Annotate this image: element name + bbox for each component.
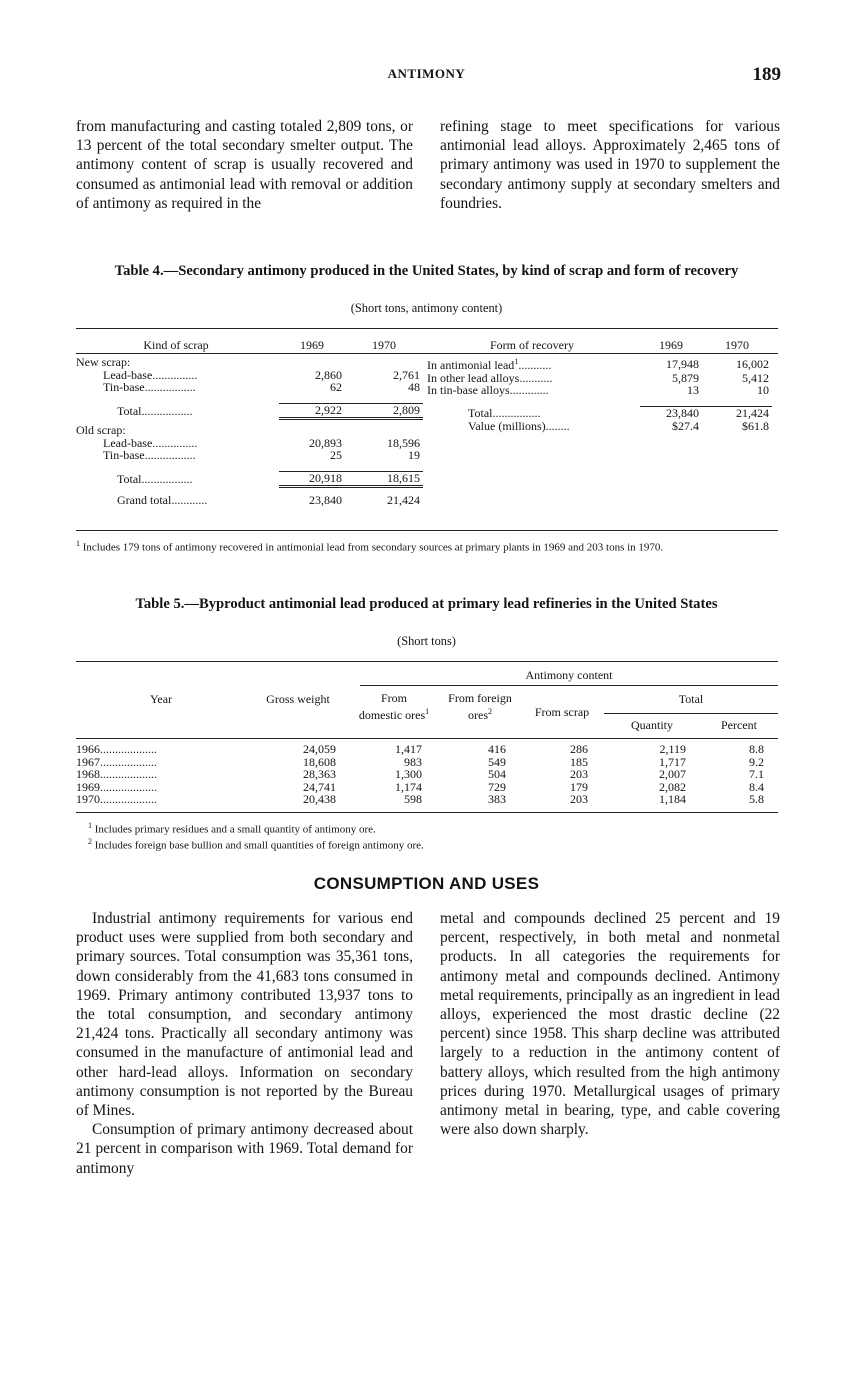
cell-value: 25	[330, 448, 342, 462]
col-from-foreign: From foreign ores$^2$	[448, 691, 512, 722]
col-total: Total	[678, 692, 704, 706]
cell-value: 16,002	[736, 356, 769, 371]
table5-body	[73, 743, 767, 806]
table5-header-rule	[76, 738, 778, 739]
row-label: 1969...................	[76, 779, 157, 794]
table4-right	[424, 334, 772, 432]
row-label: 1968...................	[76, 767, 157, 781]
cell-value: 2,119	[659, 742, 686, 756]
cell-value: 28,363	[303, 767, 336, 781]
cell-value: 5,412	[742, 370, 769, 385]
table-row	[73, 449, 423, 462]
cell-value: 729	[488, 779, 506, 794]
col-kind-of-scrap: Kind of scrap	[143, 337, 209, 352]
page-number: 189	[752, 64, 781, 85]
cell-value: 983	[404, 754, 422, 769]
row-label: Lead-base...............	[103, 367, 198, 382]
cell-value: 5,879	[672, 370, 699, 385]
cell-value: 8.4	[749, 779, 764, 794]
table5-footnotes	[88, 820, 778, 852]
col-from-domestic: From domestic ores$^1$	[358, 691, 430, 722]
col-year: Year	[149, 692, 173, 706]
section-left-column	[76, 909, 413, 1178]
cell-value: 1,717	[659, 754, 686, 769]
cell-value: 17,948	[666, 356, 699, 371]
col-1970: 1970	[372, 337, 396, 352]
cell-value: 21,424	[702, 407, 772, 420]
table5-title: Table 5.—Byproduct antimonial lead produced at primary lead refineries in the United States	[135, 596, 718, 612]
col-1969: 1969	[300, 337, 324, 352]
col-gross-weight: Gross weight	[266, 692, 330, 706]
row-label: Tin-base.................	[103, 380, 196, 394]
table4-title: Table 4.—Secondary antimony produced in the United States, by kind of scrap and form of recovery	[114, 263, 739, 279]
table5-antimony-rule	[360, 685, 778, 686]
cell-value: 549	[488, 754, 506, 769]
cell-value: 598	[404, 792, 422, 806]
table-row	[73, 494, 423, 507]
row-label: Total.................	[117, 471, 193, 486]
cell-value: 8.8	[749, 742, 764, 756]
cell-value: 13	[687, 383, 699, 397]
row-label: 1970...................	[76, 792, 157, 806]
intro-right-column	[440, 117, 780, 213]
cell-value: 18,596	[387, 435, 420, 450]
table4-footnote: $^1$ Includes 179 tons of antimony recovered in antimonial lead from secondary sources at primary plants in 1969 and 203 tons in 1970.	[76, 539, 664, 554]
cell-value: 19	[408, 448, 420, 462]
row-label: In antimonial lead$^1$...........	[427, 357, 552, 372]
cell-value: 2,809	[345, 404, 423, 419]
cell-value: 7.1	[749, 767, 764, 781]
table-row	[73, 793, 767, 806]
table-row	[424, 384, 772, 397]
old-scrap-label: Old scrap:	[76, 423, 126, 437]
cell-value: 23,840	[309, 493, 342, 507]
table-row	[73, 768, 767, 781]
row-label: 1966...................	[76, 742, 157, 756]
cell-value: 18,608	[303, 754, 336, 769]
table-row	[424, 356, 772, 372]
cell-value: 1,300	[395, 767, 422, 781]
cell-value: 20,438	[303, 792, 336, 806]
col-quantity: Quantity	[631, 718, 673, 732]
col-1970: 1970	[725, 337, 749, 352]
row-label: Value (millions)........	[468, 418, 570, 433]
col-antimony-content: Antimony content	[525, 668, 613, 682]
table4-bottom-rule	[76, 530, 778, 531]
cell-value: 23,840	[640, 407, 702, 420]
running-header: ANTIMONY	[387, 66, 466, 81]
table5-subtitle: (Short tons)	[397, 634, 456, 648]
paragraph: metal and compounds declined 25 percent and 19 percent, respectively, in both metal and nonmetal products. In all categories the requirements for antimony metal and compounds declined. Antimony metal requirements, principally as an ingredient in lead alloys, experienced the most drastic decline (22 percent) since 1958. This sharp decline was attributed largely to a reduction in the antimony content of battery alloys, which resulted from the high antimony prices during 1970. Metallurgical usages of primary antimony metal in bearing, type, and cable covering were also down sharply.	[440, 910, 780, 1139]
cell-value: 1,184	[659, 792, 686, 806]
cell-value: $27.4	[672, 418, 699, 433]
table5-bottom-rule	[76, 812, 778, 813]
section-right-column	[440, 909, 780, 1139]
col-percent: Percent	[721, 718, 757, 732]
cell-value: 20,918	[279, 472, 345, 487]
intro-left-column	[76, 117, 413, 213]
cell-value: 2,860	[315, 367, 342, 382]
cell-value: 5.8	[749, 792, 764, 806]
table5-top-rule	[76, 661, 778, 662]
table4-top-rule	[76, 328, 778, 329]
cell-value: 48	[408, 380, 420, 394]
table5-footnote: $^1$ Includes primary residues and a small quantity of antimony ore.	[88, 821, 376, 836]
row-label: Lead-base...............	[103, 435, 198, 450]
cell-value: 9.2	[749, 754, 764, 769]
cell-value: 2,082	[659, 779, 686, 794]
table4-left	[73, 334, 423, 507]
paragraph: Consumption of primary antimony decreased about 21 percent in comparison with 1969. Total demand for antimony	[76, 1121, 413, 1177]
cell-value: 2,761	[393, 367, 420, 382]
row-label: 1967...................	[76, 754, 157, 769]
row-label: Tin-base.................	[103, 448, 196, 462]
cell-value: 1,174	[395, 779, 422, 794]
table-row	[424, 420, 772, 433]
cell-value: $61.8	[742, 418, 769, 433]
table-row	[73, 381, 423, 394]
cell-value: 21,424	[387, 493, 420, 507]
table-row	[73, 472, 423, 487]
cell-value: 416	[488, 742, 506, 756]
intro-left-text: from manufacturing and casting totaled 2,809 tons, or 13 percent of the total secondary smelter output. The antimony content of scrap is usually recovered and consumed as antimonial lead with removal or addition of antimony as required in the	[76, 118, 413, 212]
table5-total-rule	[604, 713, 778, 714]
col-form-of-recovery: Form of recovery	[490, 337, 574, 352]
paragraph: Industrial antimony requirements for various end product uses were supplied from both secondary and primary sources. Total consumption was 35,361 tons, down considerably from the 41,683 tons consumed in 1969. Primary antimony contributed 13,937 tons to the total consumption, and secondary antimony 21,424 tons. Practically all secondary antimony was consumed in the manufacture of antimonial lead and other hard-lead alloys. Information on secondary antimony consumption is not reported by the Bureau of Mines.	[76, 910, 413, 1120]
cell-value: 24,741	[303, 779, 336, 794]
row-label: In other lead alloys...........	[427, 370, 553, 385]
row-label: Grand total............	[117, 493, 208, 507]
cell-value: 10	[757, 383, 769, 397]
cell-value: 203	[570, 792, 588, 806]
cell-value: 1,417	[395, 742, 422, 756]
cell-value: 18,615	[345, 472, 423, 487]
cell-value: 20,893	[309, 435, 342, 450]
row-label: In tin-base alloys.............	[427, 383, 549, 397]
table-row	[73, 743, 767, 756]
new-scrap-label: New scrap:	[76, 355, 131, 369]
row-label: Total.................	[117, 403, 193, 418]
cell-value: 2,007	[659, 767, 686, 781]
intro-right-text: refining stage to meet specifications for various antimonial lead alloys. Approximately 2,465 tons of primary antimony was used in 1970 to supplement the secondary antimony supply at secondary smelters and foundries.	[440, 118, 780, 212]
cell-value: 62	[330, 380, 342, 394]
col-from-scrap: From scrap	[534, 705, 590, 719]
table5-footnote: $^2$ Includes foreign base bullion and small quantities of foreign antimony ore.	[88, 837, 424, 852]
table-row	[73, 404, 423, 419]
row-label: Total................	[468, 405, 541, 420]
col-1969: 1969	[659, 337, 683, 352]
section-heading: CONSUMPTION AND USES	[313, 874, 540, 893]
cell-value: 504	[488, 767, 506, 781]
cell-value: 179	[570, 779, 588, 794]
cell-value: 286	[570, 742, 588, 756]
cell-value: 2,922	[279, 404, 345, 419]
cell-value: 203	[570, 767, 588, 781]
cell-value: 383	[488, 792, 506, 806]
table4-subtitle: (Short tons, antimony content)	[350, 301, 503, 315]
cell-value: 185	[570, 754, 588, 769]
cell-value: 24,059	[303, 742, 336, 756]
